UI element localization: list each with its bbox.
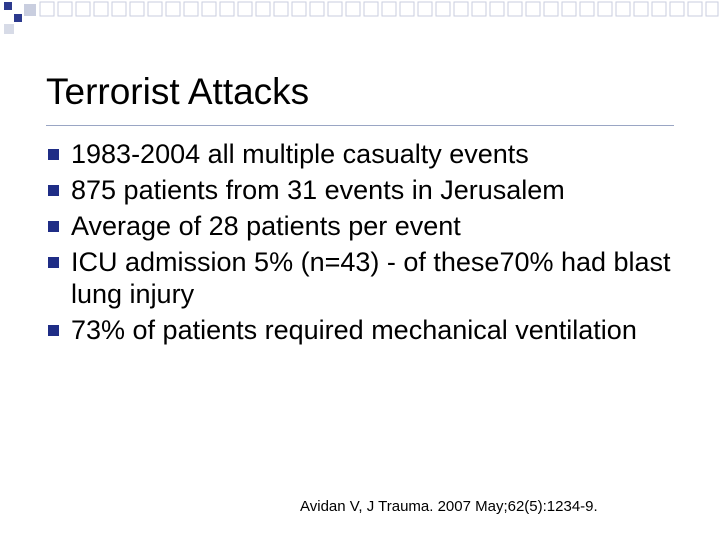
- bullet-text: 1983-2004 all multiple casualty events: [71, 139, 529, 169]
- deco-square-dark: [14, 14, 22, 22]
- bullet-text: Average of 28 patients per event: [71, 211, 461, 241]
- bullet-item: [48, 210, 688, 242]
- deco-square-light: [4, 24, 14, 34]
- bullet-text: ICU admission 5% (n=43) - of these70% had blast lung injury: [71, 247, 671, 309]
- bullet-list: [48, 138, 688, 350]
- bullet-item: [48, 138, 688, 170]
- bullet-text: 73% of patients required mechanical ventilation: [71, 315, 637, 345]
- square-bullet-icon: [48, 221, 59, 232]
- bullet-item: [48, 314, 688, 346]
- citation: Avidan V, J Trauma. 2007 May;62(5):1234-9.: [300, 498, 598, 515]
- title-divider: [46, 125, 674, 126]
- deco-square-light: [24, 4, 36, 16]
- square-bullet-icon: [48, 325, 59, 336]
- slide-title: Terrorist Attacks: [46, 71, 310, 112]
- deco-square-row: [40, 2, 718, 16]
- bullet-text: 875 patients from 31 events in Jerusalem: [71, 175, 565, 205]
- square-bullet-icon: [48, 149, 59, 160]
- square-bullet-icon: [48, 257, 59, 268]
- header-decoration: [0, 0, 720, 44]
- bullet-item: [48, 174, 688, 206]
- square-bullet-icon: [48, 185, 59, 196]
- bullet-item: [48, 246, 688, 310]
- deco-square-dark: [4, 2, 12, 10]
